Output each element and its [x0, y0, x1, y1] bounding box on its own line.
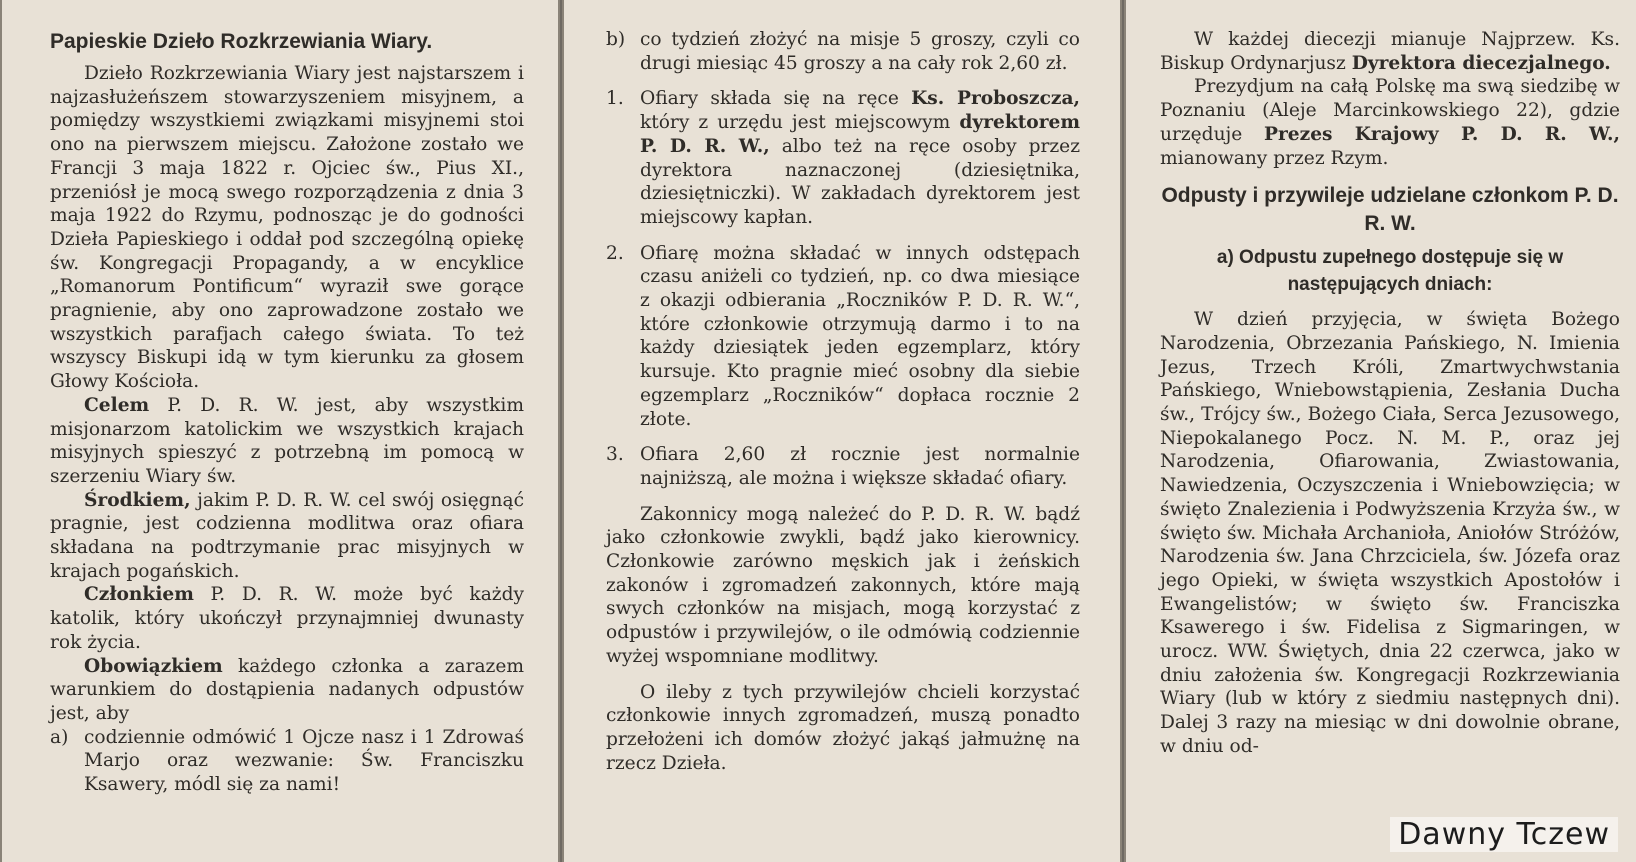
column-text-middle — [606, 28, 1080, 775]
emphasis-run: Prezes Krajowy P. D. R. W., — [1264, 123, 1620, 145]
text-run: mianowany przez Rzym. — [1160, 147, 1389, 169]
goal-paragraph — [50, 394, 524, 489]
list-item-text: co tydzień złożyć na misje 5 groszy, czyli co drugi miesiąc 45 groszy a na cały rok 2,60 zł. — [640, 29, 1080, 74]
section-heading: Odpusty i przywileje udzielane członkom P. D. R. W. — [1161, 184, 1619, 236]
list-marker: b) — [606, 29, 626, 50]
duty-paragraph — [50, 655, 524, 726]
text-run: Prezydjum na całą Polskę ma swą siedzibę w Poznaniu (Aleje Marcinkowskiego 22), gdzie urzęduje — [1160, 76, 1620, 145]
intro-paragraph: Dzieło Rozkrzewiania Wiary jest najstarszem i najzasłużeńszem stowarzyszeniem misyjnem, a pomiędzy wszystkiemi związkami misyjnemi stoi ono na pierwszem miejscu. Założone zostało we Francji 3 maja 1822 r. Ojciec św., Pius XI., przeniósł je mocą swego rozporządzenia z dnia 3 maja 1922 do Rzymu, podnosząc je do godności Dzieła Papieskiego i oddał pod szczególną opiekę św. Kongregacji Propagandy, a w encyklice „Romanorum Pontificum“ wyraził swe gorące pragnienie, aby ono zaprowadzone zostało we wszystkich parafjach całego świata. To też wszyscy Biskupi idą w tym kierunku za głosem Głowy Kościoła. — [50, 63, 524, 393]
list-marker: 1. — [606, 88, 624, 110]
emphasis-run: Dyrektora diecezjalnego. — [1351, 52, 1611, 74]
goal-text: P. D. R. W. jest, aby wszystkim misjonarzom katolickim we wszystkich krajach misyjnych spieszyć z potrzebną im pomocą w szerzeniu Wiary św. — [50, 394, 524, 487]
religious-paragraph: Zakonnicy mogą należeć do P. D. R. W. bądź jako członkowie zwykli, bądź jako kierownicy. Członkowie zarówno męskich jak i żeńskich zakonów i zgromadzeń zakonnych, które mają swych członków na misjach, mogą korzystać z odpustów i przywilejów, o ile odmówią codziennie wyżej wspomniane modlitwy. — [606, 503, 1080, 667]
list-item-a — [50, 726, 524, 797]
emphasis-run: Ks. Proboszcza, — [911, 88, 1080, 110]
numbered-item-3 — [606, 443, 1080, 490]
text-run: Ofiary składa się na ręce — [640, 88, 912, 110]
list-marker: 3. — [606, 444, 624, 466]
list-item-text: Ofiarę można składać w innych odstępach czasu aniżeli co tydzień, np. co dwa miesiące z okazji odbierania „Roczników P. D. R. W.“, które członkowie otrzymują darmo i to na każdy dziesiątek jeden egzemplarz, który kursuje. Kto pragnie mieć osobny dla siebie egzemplarz „Roczników“ dopłaca rocznie 2 złote. — [640, 242, 1080, 430]
list-item-text: codziennie odmówić 1 Ojcze nasz i 1 Zdrowaś Marjo oraz wezwanie: Św. Franciszku Ksawery, módl się za nami! — [84, 726, 524, 796]
list-marker: a) — [50, 726, 69, 748]
numbered-item-1 — [606, 87, 1080, 229]
page-panel-middle — [562, 0, 1122, 862]
presidium-paragraph — [1160, 75, 1620, 170]
means-text: jakim P. D. R. W. cel swój osięgnąć pragnie, jest codzienna modlitwa oraz ofiara składana na podtrzymanie prac misyjnych w krajach pogańskich. — [50, 489, 524, 582]
goal-label: Celem — [84, 394, 150, 416]
list-item-text: Ofiara 2,60 zł rocznie jest normalnie najniższą, ale można i większe składać ofiary. — [640, 444, 1080, 489]
duty-label: Obowiązkiem — [84, 655, 223, 677]
column-text-right-cont — [1160, 308, 1620, 758]
member-paragraph — [50, 583, 524, 654]
text-run: który z urzędu jest miejscowym — [640, 112, 960, 134]
page-panel-left — [0, 0, 560, 862]
feast-days-paragraph: W dzień przyjęcia, w święta Bożego Narodzenia, Obrzezania Pańskiego, N. Imienia Jezus, Trzech Króli, Zmartwychwstania Pańskiego, Wniebowstąpienia, Zesłania Ducha św., Trójcy św., Bożego Ciała, Serca Jezusowego, Niepokalanego Pocz. N. M. P., oraz jej Narodzenia, Ofiarowania, Zwiastowania, Nawiedzenia, Oczyszczenia i Wniebowzięcia; w święto Znalezienia i Podwyższenia Krzyża św., w święto św. Michała Archanioła, Aniołów Stróżów, Narodzenia św. Jana Chrzciciela, św. Józefa oraz jego Opieki, w święta wszystkich Apostołów i Ewangelistów; w święto św. Franciszka Ksawerego i św. Fidelisa z Sigmaringen, w urocz. WW. Świętych, dnia 22 czerwca, jako w dniu założenia św. Kongregacji Rozkrzewiania Wiary (lub w który z siedmiu następnych dni). Dalej 3 razy na miesiąc w dni dowolnie obrane, w dniu od- — [1160, 309, 1620, 757]
diocese-paragraph — [1160, 28, 1620, 75]
column-text-left — [50, 62, 524, 797]
text-run: W każdej diecezji mianuje Najprzew. Ks. Biskup Ordynarjusz — [1160, 29, 1620, 74]
member-label: Członkiem — [84, 584, 194, 606]
member-text: P. D. R. W. może być każdy katolik, który ukończył przynajmniej dwunasty rok życia. — [50, 584, 524, 653]
text-run: albo też na ręce osoby przez dyrektora naznaczonej (dziesiętnika, dziesiętniczki). W zakładach dyrektorem jest miejscowy kapłan. — [640, 135, 1080, 228]
watermark-label: Dawny Tczew — [1390, 817, 1618, 852]
page-panel-right — [1124, 0, 1636, 862]
congregation-paragraph: O ileby z tych przywilejów chcieli korzystać członkowie innych zgromadzeń, muszą ponadto przełożeni ich domów złożyć jakąś jałmużnę na rzecz Dzieła. — [606, 681, 1080, 774]
means-label: Środkiem, — [84, 489, 191, 511]
means-paragraph — [50, 489, 524, 584]
list-marker: 2. — [606, 242, 624, 264]
duty-text: każdego członka a zarazem warunkiem do dostąpienia nadanych odpustów jest, aby — [50, 655, 524, 724]
column-text-right — [1160, 28, 1620, 170]
emphasis-run: dyrektorem P. D. R. W., — [640, 112, 1080, 157]
list-item-text — [640, 87, 1080, 229]
document-title: Papieskie Dzieło Rozkrzewiania Wiary. — [50, 30, 433, 53]
numbered-item-2 — [606, 242, 1080, 432]
section-subheading: a) Odpustu zupełnego dostępuje się w następujących dniach: — [1216, 247, 1564, 296]
list-item-b — [606, 28, 1080, 75]
